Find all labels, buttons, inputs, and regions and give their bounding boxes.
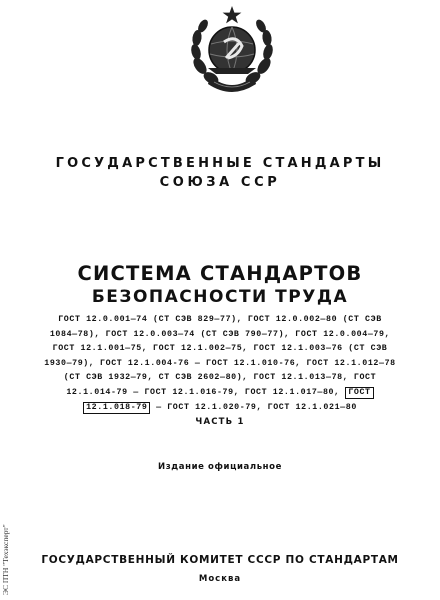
vertical-stamp-text: ЭС ПТН "Техэксперт" [1,524,10,595]
boxed-standard-number: 12.1.018-79 [83,402,150,414]
standards-line: 1930—79), ГОСТ 12.1.004-76 — ГОСТ 12.1.010-76, ГОСТ 12.1.012—78 [44,358,396,368]
ussr-coat-of-arms-icon [186,4,278,96]
standards-line [0,401,440,416]
header-title: ГОСУДАРСТВЕННЫЕ СТАНДАРТЫ [55,156,385,171]
standards-text: — ГОСТ 12.1.020-79, ГОСТ 12.1.021—80 [156,402,357,412]
standards-line: ГОСТ 12.1.001—75, ГОСТ 12.1.002—75, ГОСТ 12.1.003—76 (СТ СЭВ [52,344,388,354]
standards-text: 12.1.014-79 — ГОСТ 12.1.016-79, ГОСТ 12.1.017—80, [66,387,340,397]
boxed-standard-number: ГОСТ [345,387,373,399]
standards-line: 1084—78), ГОСТ 12.0.003—74 (СТ СЭВ 790—77), ГОСТ 12.0.004—79, [49,329,391,339]
publisher-city: Москва [198,574,242,584]
part-label: ЧАСТЬ 1 [195,417,245,427]
standards-line [0,386,440,401]
standards-line: ГОСТ 12.0.001—74 (СТ СЭВ 829—77), ГОСТ 12.0.002—80 (СТ СЭВ [58,315,382,324]
publisher-name: ГОСУДАРСТВЕННЫЙ КОМИТЕТ СССР ПО СТАНДАРТАМ [41,554,399,566]
standards-line: (СТ СЭВ 1932—79, СТ СЭВ 2602—80), ГОСТ 12.1.013—78, ГОСТ [63,373,377,383]
document-subtitle: БЕЗОПАСНОСТИ ТРУДА [91,287,349,307]
document-title: СИСТЕМА СТАНДАРТОВ [77,262,363,285]
edition-label: Издание официальное [158,462,282,472]
standards-list [0,313,440,415]
header-subtitle: СОЮЗА ССР [159,175,281,190]
